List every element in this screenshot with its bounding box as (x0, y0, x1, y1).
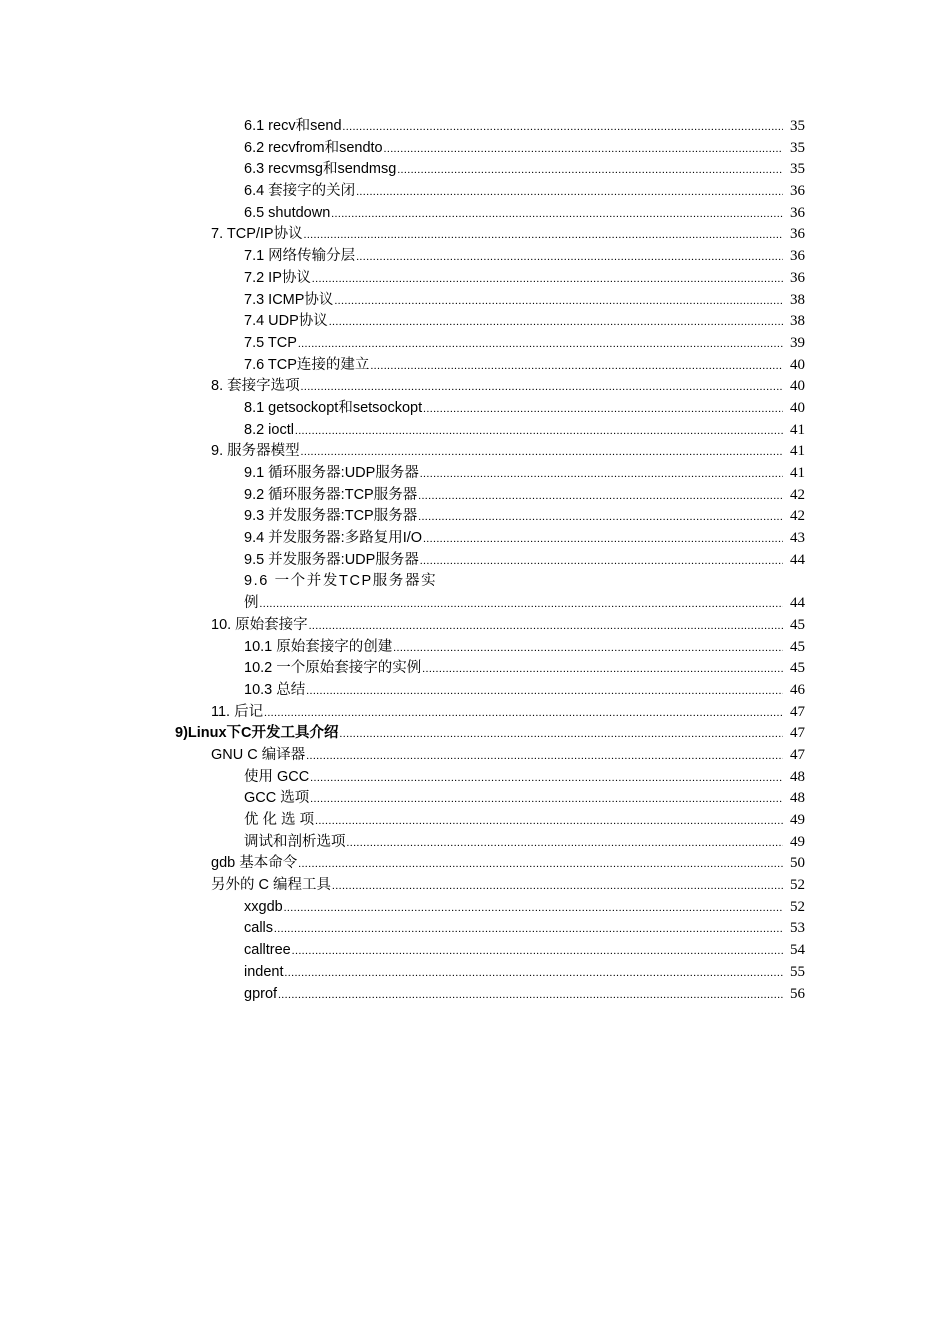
toc-entry[interactable] (0, 290, 950, 312)
toc-entry-title: 例 (244, 595, 259, 612)
toc-entry-title: 8.1 getsockopt和setsockopt (244, 399, 423, 416)
dot-leader (306, 746, 783, 768)
dot-leader (309, 616, 783, 638)
dot-leader (264, 703, 783, 725)
toc-entry-page-number: 40 (790, 356, 805, 373)
toc-entry-page-number: 56 (790, 985, 805, 1002)
toc-entry[interactable] (0, 767, 950, 789)
toc-entry-page-number: 43 (790, 530, 805, 547)
dot-leader (347, 833, 784, 855)
toc-entry-title: 10. 原始套接字 (211, 616, 308, 633)
toc-entry-page-number: 52 (790, 898, 805, 915)
toc-entry-title: 7.4 UDP协议 (244, 313, 328, 330)
toc-entry-title: 8. 套接字选项 (211, 378, 300, 395)
toc-entry[interactable] (0, 593, 950, 615)
toc-entry-page-number: 54 (790, 942, 805, 959)
toc-entry[interactable] (0, 181, 950, 203)
toc-entry-page-number: 44 (790, 551, 805, 568)
toc-entry-title: 8.2 ioctl (244, 421, 294, 438)
dot-leader (284, 898, 783, 920)
toc-entry[interactable] (0, 832, 950, 854)
toc-entry-title: 7.5 TCP (244, 334, 297, 351)
dot-leader (422, 659, 783, 681)
toc-entry-page-number: 45 (790, 616, 805, 633)
dot-leader (356, 247, 783, 269)
toc-entry-title: 9.4 并发服务器:多路复用I/O (244, 530, 423, 547)
toc-entry-page-number: 35 (790, 139, 805, 156)
dot-leader (260, 594, 784, 616)
dot-leader (423, 399, 783, 421)
toc-entry[interactable] (0, 637, 950, 659)
toc-entry[interactable] (0, 333, 950, 355)
dot-leader (274, 919, 783, 941)
toc-entry[interactable] (0, 311, 950, 333)
toc-entry-title: 7.3 ICMP协议 (244, 291, 334, 308)
toc-entry-page-number: 40 (790, 399, 805, 416)
dot-leader (393, 638, 783, 660)
toc-entry-page-number: 41 (790, 465, 805, 481)
toc-entry[interactable] (0, 571, 950, 593)
toc-entry-page-number: 45 (790, 660, 805, 677)
toc-entry-title: GCC 选项 (244, 790, 310, 807)
toc-entry-page-number: 47 (790, 725, 805, 742)
toc-entry[interactable] (0, 918, 950, 940)
dot-leader (329, 312, 783, 334)
toc-entry-page-number: 38 (790, 313, 805, 330)
toc-entry[interactable] (0, 376, 950, 398)
toc-entry-title: 7.2 IP协议 (244, 269, 311, 286)
dot-leader (340, 724, 783, 746)
dot-leader (334, 291, 783, 313)
toc-entry-title: 9.1 循环服务器:UDP服务器 (244, 465, 419, 481)
dot-leader (332, 876, 783, 898)
toc-entry[interactable] (0, 203, 950, 225)
toc-entry-page-number: 35 (790, 161, 805, 178)
dot-leader (356, 182, 783, 204)
dot-leader (301, 442, 783, 464)
toc-entry-page-number: 35 (790, 118, 805, 134)
toc-entry[interactable] (0, 485, 950, 507)
toc-entry-title: 7.1 网络传输分层 (244, 248, 356, 265)
toc-entry[interactable] (0, 441, 950, 463)
toc-entry-title: 9.3 并发服务器:TCP服务器 (244, 508, 418, 525)
toc-entry-title: 9)Linux下C开发工具介绍 (175, 725, 339, 742)
toc-entry[interactable] (0, 723, 950, 745)
toc-entry[interactable] (0, 615, 950, 637)
toc-entry-page-number: 47 (790, 746, 805, 763)
toc-entry-title: 9. 服务器模型 (211, 443, 300, 460)
toc-entry-page-number: 41 (790, 421, 805, 438)
toc-entry-page-number: 42 (790, 486, 805, 503)
toc-entry-title: 6.4 套接字的关闭 (244, 183, 356, 200)
toc-entry[interactable] (0, 116, 950, 138)
toc-entry-title: 6.1 recv和send (244, 118, 342, 134)
toc-entry-title: calltree (244, 942, 291, 959)
toc-entry[interactable] (0, 224, 950, 246)
dot-leader (304, 225, 783, 247)
toc-entry[interactable] (0, 506, 950, 528)
toc-entry[interactable] (0, 528, 950, 550)
dot-leader (370, 356, 783, 378)
dot-leader (418, 507, 783, 529)
dot-leader (420, 464, 783, 486)
dot-leader (292, 941, 783, 963)
toc-entry-title: 6.3 recvmsg和sendmsg (244, 161, 397, 178)
dot-leader (418, 486, 783, 508)
toc-entry[interactable] (0, 702, 950, 724)
toc-entry-title: 6.5 shutdown (244, 204, 331, 221)
toc-entry-title: 10.2 一个原始套接字的实例 (244, 660, 422, 677)
toc-entry-title: 10.3 总结 (244, 681, 306, 698)
toc-entry[interactable] (0, 138, 950, 160)
toc-entry[interactable] (0, 159, 950, 181)
toc-entry-title: 优 化 选 项 (244, 812, 315, 828)
dot-leader (315, 811, 783, 833)
toc-entry-title: gdb 基本命令 (211, 855, 298, 872)
toc-entry[interactable] (0, 680, 950, 702)
dot-leader (423, 529, 783, 551)
dot-leader (295, 421, 783, 443)
toc-entry-page-number: 44 (790, 595, 805, 612)
dot-leader (306, 681, 783, 703)
toc-entry-title: 9.6 一个并发TCP服务器实 (244, 573, 438, 590)
toc-entry-title: 7. TCP/IP协议 (211, 226, 303, 243)
toc-entry[interactable] (0, 940, 950, 962)
dot-leader (278, 985, 783, 1007)
toc-entry-page-number: 38 (790, 291, 805, 308)
toc-entry-page-number: 49 (790, 812, 805, 828)
toc-entry[interactable] (0, 246, 950, 268)
dot-leader (343, 117, 783, 139)
toc-entry-title: GNU C 编译器 (211, 746, 306, 763)
toc-entry-title: indent (244, 963, 284, 980)
toc-entry[interactable] (0, 984, 950, 1006)
dot-leader (420, 551, 783, 573)
toc-entry[interactable] (0, 355, 950, 377)
toc-entry-page-number: 36 (790, 269, 805, 286)
dot-leader (331, 204, 783, 226)
dot-leader (312, 269, 783, 291)
toc-entry-page-number: 36 (790, 248, 805, 265)
toc-entry-page-number: 36 (790, 226, 805, 243)
dot-leader (310, 789, 783, 811)
toc-entry-title: gprof (244, 985, 278, 1002)
toc-entry-page-number: 46 (790, 681, 805, 698)
toc-entry-page-number: 50 (790, 855, 805, 872)
toc-entry-page-number: 53 (790, 920, 805, 937)
toc-entry-title: 6.2 recvfrom和sendto (244, 139, 383, 156)
dot-leader (310, 768, 783, 790)
toc-entry[interactable] (0, 268, 950, 290)
toc-entry[interactable] (0, 398, 950, 420)
toc-entry-title: 7.6 TCP连接的建立 (244, 356, 370, 373)
dot-leader (285, 963, 783, 985)
toc-entry-page-number: 42 (790, 508, 805, 525)
toc-entry[interactable] (0, 897, 950, 919)
toc-entry-title: 10.1 原始套接字的创建 (244, 638, 393, 655)
dot-leader (397, 160, 783, 182)
toc-entry-page-number: 41 (790, 443, 805, 460)
toc-entry[interactable] (0, 810, 950, 832)
toc-entry-page-number: 52 (790, 877, 805, 894)
toc-entry-title: calls (244, 920, 274, 937)
table-of-contents (0, 116, 950, 1005)
toc-entry-page-number: 40 (790, 378, 805, 395)
dot-leader (384, 139, 783, 161)
dot-leader (298, 334, 783, 356)
toc-entry-title: 使用 GCC (244, 768, 310, 785)
toc-entry-title: 9.5 并发服务器:UDP服务器 (244, 551, 419, 568)
dot-leader (298, 854, 783, 876)
toc-entry[interactable] (0, 788, 950, 810)
toc-entry[interactable] (0, 745, 950, 767)
toc-entry-page-number: 36 (790, 183, 805, 200)
toc-entry-page-number: 49 (790, 833, 805, 850)
toc-entry[interactable] (0, 658, 950, 680)
toc-entry[interactable] (0, 550, 950, 572)
toc-entry-page-number: 45 (790, 638, 805, 655)
toc-entry-title: 11. 后记 (211, 703, 264, 720)
toc-entry[interactable] (0, 875, 950, 897)
toc-entry-title: 调试和剖析选项 (244, 833, 346, 850)
toc-entry-page-number: 48 (790, 790, 805, 807)
toc-entry-title: 另外的 C 编程工具 (211, 877, 332, 894)
toc-entry[interactable] (0, 853, 950, 875)
toc-entry-page-number: 36 (790, 204, 805, 221)
toc-entry[interactable] (0, 962, 950, 984)
toc-entry-title: 9.2 循环服务器:TCP服务器 (244, 486, 418, 503)
toc-entry[interactable] (0, 420, 950, 442)
dot-leader (301, 377, 783, 399)
toc-entry-page-number: 39 (790, 334, 805, 351)
toc-entry-page-number: 48 (790, 768, 805, 785)
toc-entry[interactable] (0, 463, 950, 485)
toc-entry-page-number: 55 (790, 963, 805, 980)
toc-entry-page-number: 47 (790, 703, 805, 720)
toc-entry-title: xxgdb (244, 898, 283, 915)
